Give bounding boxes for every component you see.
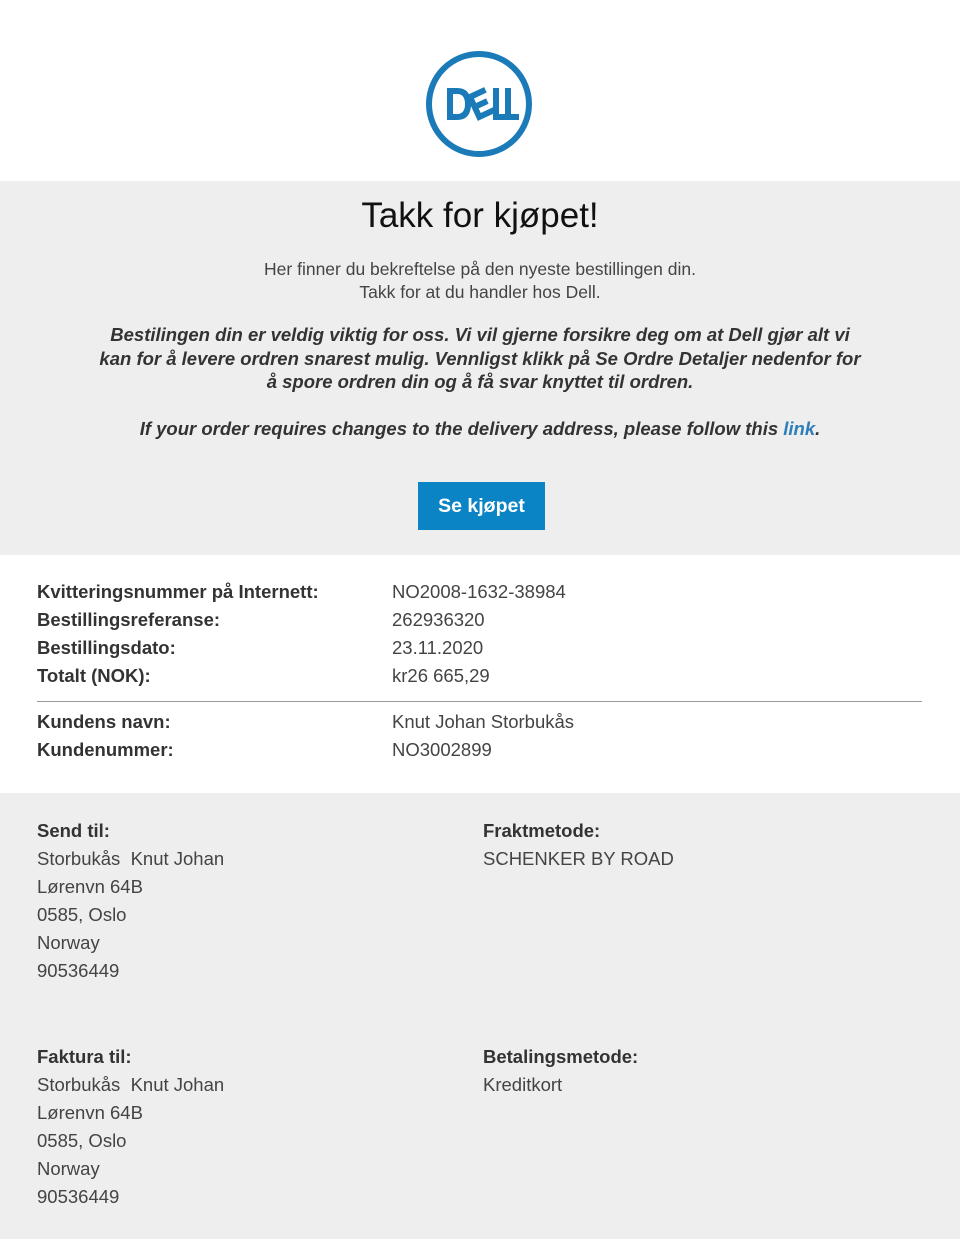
address-change-text: If your order requires changes to the delivery address, please follow this [139, 418, 784, 439]
billing-heading: Faktura til: [37, 1046, 132, 1067]
billing-street: Lørenvn 64B [37, 1102, 143, 1123]
shipping-name: Storbukås Knut Johan [37, 848, 225, 869]
order-date-value: 23.11.2020 [392, 637, 484, 658]
payment-method [483, 1043, 638, 1099]
order-total-value: kr26 665,29 [392, 665, 490, 686]
address-change-suffix: . [815, 418, 821, 439]
freight-heading: Fraktmetode: [483, 820, 601, 841]
billing-name: Storbukås Knut Johan [37, 1074, 225, 1095]
address-change-link[interactable]: link [783, 418, 816, 439]
order-date-label: Bestillingsdato: [37, 637, 176, 658]
payment-value: Kreditkort [483, 1074, 563, 1095]
customer-name-row [37, 708, 927, 736]
receipt-number-value: NO2008-1632-38984 [392, 581, 566, 602]
order-total-label: Totalt (NOK): [37, 665, 151, 686]
customer-name-value: Knut Johan Storbukås [392, 711, 575, 732]
order-reference-label: Bestillingsreferanse: [37, 609, 221, 630]
payment-heading: Betalingsmetode: [483, 1046, 639, 1067]
summary-divider [37, 701, 922, 702]
customer-number-row [37, 736, 927, 764]
shipping-heading: Send til: [37, 820, 110, 841]
shipping-postal: 0585, Oslo [37, 904, 127, 925]
billing-address [37, 1043, 224, 1211]
order-reference-value: 262936320 [392, 609, 485, 630]
order-reference-row [37, 606, 927, 634]
emphasis-line-2: kan for å levere ordren snarest mulig. Vennligst klikk på Se Ordre Detaljer nedenfor for [99, 347, 861, 369]
order-total-row [37, 662, 927, 690]
billing-postal: 0585, Oslo [37, 1130, 127, 1151]
shipping-address [37, 817, 224, 985]
billing-phone: 90536449 [37, 1186, 120, 1207]
intro-line-2: Takk for at du handler hos Dell. [359, 282, 601, 302]
customer-number-value: NO3002899 [392, 739, 492, 760]
emphasis-line-3: å spore ordren din og å få svar knyttet til ordren. [266, 371, 694, 392]
order-date-row [37, 634, 927, 662]
receipt-number-row [37, 578, 927, 606]
intro-line-1: Her finner du bekreftelse på den nyeste bestillingen din. [264, 259, 696, 279]
intro-text [0, 258, 960, 304]
receipt-number-label: Kvitteringsnummer på Internett: [37, 581, 319, 602]
view-order-button[interactable]: Se kjøpet [418, 482, 545, 530]
freight-value: SCHENKER BY ROAD [483, 848, 674, 869]
page-title: Takk for kjøpet! [361, 196, 599, 235]
customer-number-label: Kundenummer: [37, 739, 174, 760]
shipping-country: Norway [37, 932, 100, 953]
billing-country: Norway [37, 1158, 100, 1179]
customer-name-label: Kundens navn: [37, 711, 171, 732]
dell-logo[interactable] [425, 50, 533, 158]
emphasis-line-1: Bestilingen din er veldig viktig for oss. Vi vil gjerne forsikre deg om at Dell gjør alt vi [110, 324, 850, 345]
logo-header [0, 0, 960, 181]
freight-method [483, 817, 674, 873]
address-change-notice [0, 417, 960, 440]
shipping-phone: 90536449 [37, 960, 120, 981]
shipping-street: Lørenvn 64B [37, 876, 143, 897]
emphasis-text [60, 323, 900, 394]
